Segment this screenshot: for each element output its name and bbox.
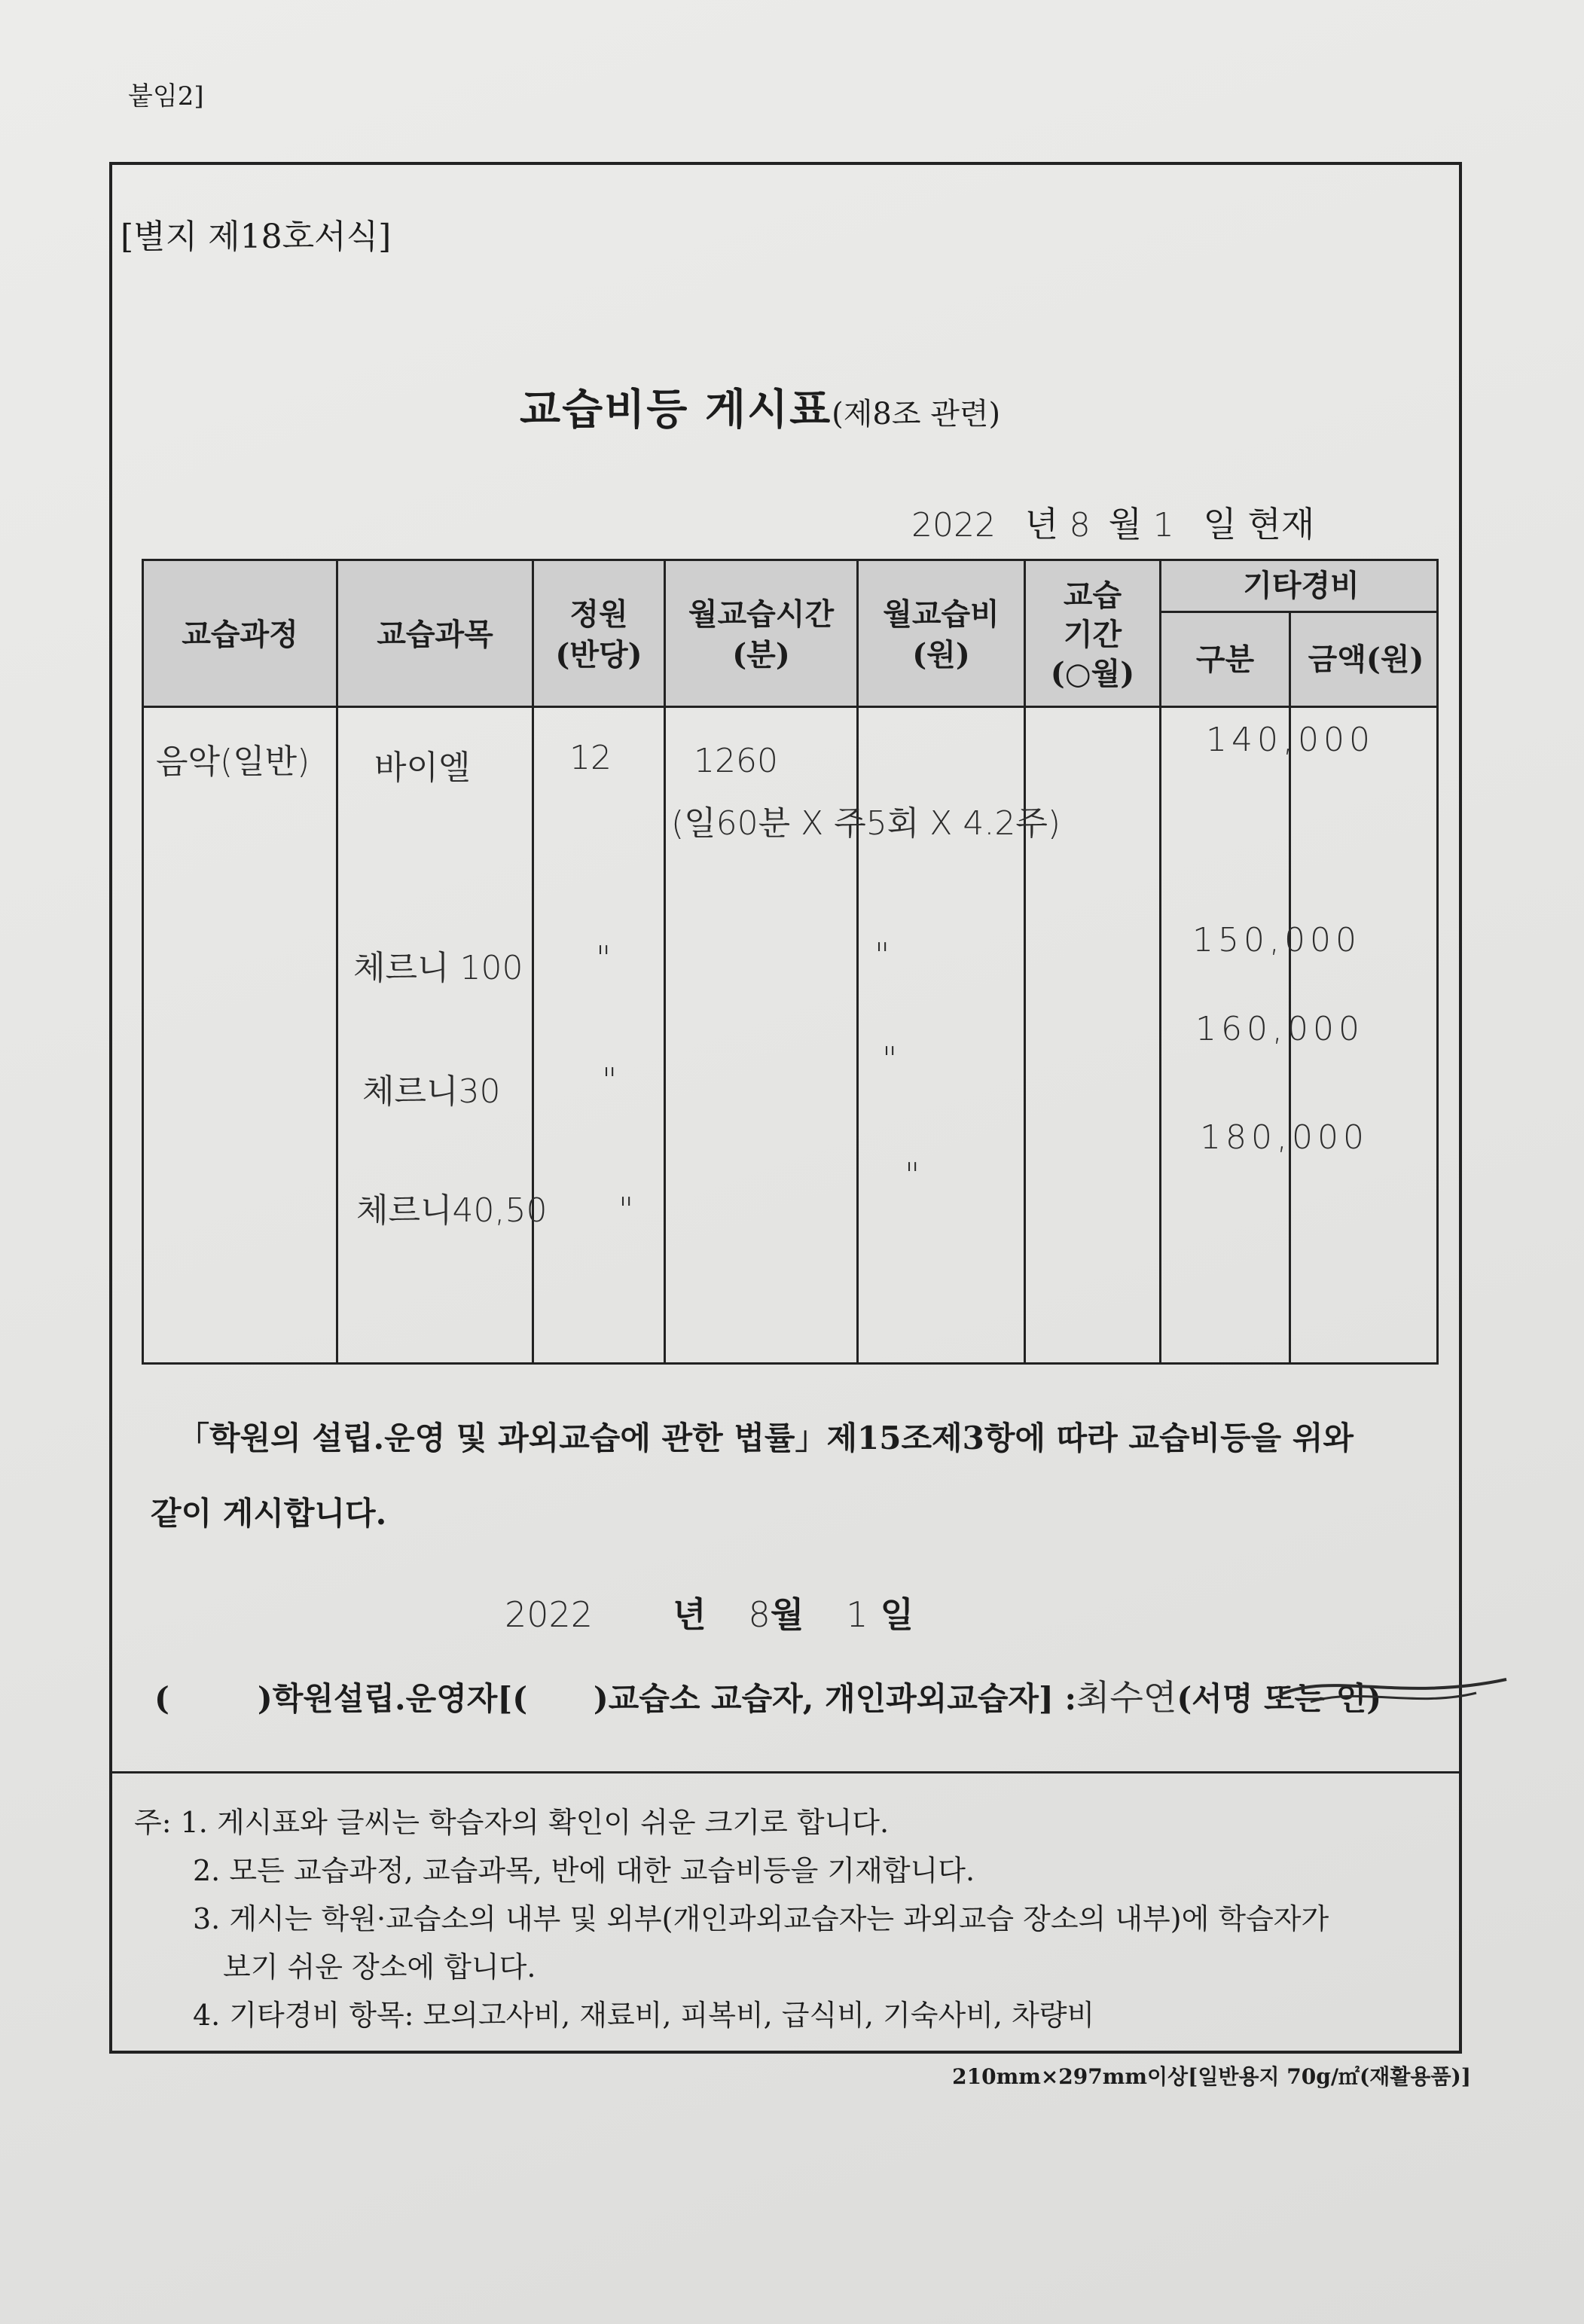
signer-prefix: ( )학원설립.운영자[( )교습소 교습자, 개인과외교습자] : — [154, 1680, 1076, 1717]
legal-statement — [151, 1401, 1446, 1551]
row3-amount: 160,000 — [1195, 1010, 1364, 1048]
header-amount: 금액(원) — [1308, 641, 1424, 677]
note-4: 4. 기타경비 항목: 모의고사비, 재료비, 피복비, 급식비, 기숙사비, 차량비 — [193, 1999, 1095, 2032]
header-period: 교습 기간 (○월) — [1050, 577, 1135, 691]
signature-strike-mark — [1265, 1664, 1514, 1709]
notes-separator — [109, 1771, 1462, 1773]
row2-capacity: " — [596, 939, 612, 977]
fee-table — [142, 559, 1439, 1365]
form-number: [별지 제18호서식] — [121, 218, 392, 256]
statement-line1: 「학원의 설립.운영 및 과외교습에 관한 법률」제15조제3항에 따라 교습비등을 위와 — [178, 1420, 1354, 1456]
row4-subject: 체르니40,50 — [356, 1191, 548, 1230]
header-course: 교습과정 — [182, 616, 298, 652]
note-3a: 3. 게시는 학원·교습소의 내부 및 외부(개인과외교습자는 과외교습 장소의 내부)에 학습자가 — [193, 1902, 1329, 1935]
row3-capacity: " — [602, 1061, 618, 1099]
title-main: 교습비등 게시표 — [520, 385, 832, 435]
as-of-day: 1 — [1152, 506, 1174, 544]
header-subject: 교습과목 — [377, 616, 493, 652]
row3-fee: " — [882, 1040, 898, 1078]
row2-amount: 150,000 — [1192, 921, 1361, 959]
row4-fee: " — [905, 1156, 920, 1194]
signature-date — [505, 1587, 914, 1637]
row3-subject: 체르니30 — [362, 1072, 501, 1111]
row1-course: 음악(일반) — [156, 743, 310, 781]
row1-hours-note: (일60분 X 주5회 X 4.2주) — [671, 804, 1061, 843]
header-other-expenses: 기타경비 — [1243, 568, 1360, 603]
notes-label: 주: — [134, 1806, 172, 1839]
paper-spec: 210mm×297mm이상[일반용지 70g/㎡(재활용품)] — [952, 2064, 1471, 2089]
signer-seal: (서명 또는 인) — [1177, 1680, 1382, 1717]
sign-month-unit: 월 — [770, 1594, 804, 1635]
as-of-year-unit: 년 — [1024, 504, 1059, 544]
note-3b: 보기 쉬운 장소에 합니다. — [223, 1950, 536, 1984]
header-monthly-hours: 월교습시간 (분) — [688, 596, 835, 672]
sign-year-unit: 년 — [673, 1594, 707, 1635]
as-of-year: 2022 — [911, 506, 996, 544]
as-of-day-unit: 일 — [1203, 504, 1237, 544]
as-of-date — [911, 497, 1314, 547]
as-of-month-unit: 월 — [1108, 504, 1143, 544]
note-2: 2. 모든 교습과정, 교습과목, 반에 대한 교습비등을 기재합니다. — [193, 1854, 975, 1887]
row4-capacity: " — [618, 1191, 634, 1229]
signer-line — [154, 1670, 1381, 1720]
note-1: 1. 게시표와 글씨는 학습자의 확인이 쉬운 크기로 합니다. — [180, 1806, 890, 1839]
row1-hours: 1260 — [694, 742, 778, 780]
page-title — [520, 377, 1000, 437]
sign-day-unit: 일 — [880, 1594, 914, 1635]
statement-line2: 같이 게시합니다. — [151, 1495, 387, 1532]
header-category: 구분 — [1195, 641, 1255, 677]
row2-subject: 체르니 100 — [353, 949, 523, 987]
row2-fee: " — [874, 936, 890, 974]
row1-amount: 140,000 — [1206, 721, 1375, 759]
attachment-label: 붙임2] — [128, 81, 204, 111]
sign-year: 2022 — [505, 1594, 594, 1635]
as-of-month: 8 — [1069, 506, 1091, 544]
header-monthly-fee: 월교습비 (원) — [883, 596, 1000, 672]
sign-day: 1 — [846, 1594, 868, 1635]
row1-capacity: 12 — [569, 739, 612, 777]
signer-name: 최수연 — [1076, 1677, 1177, 1718]
title-sub: (제8조 관련) — [832, 397, 1001, 432]
row4-amount: 180,000 — [1200, 1118, 1369, 1157]
sign-month: 8 — [748, 1594, 771, 1635]
row1-subject: 바이엘 — [374, 749, 471, 787]
notes-section — [134, 1798, 1329, 2039]
as-of-suffix: 현재 — [1247, 504, 1315, 544]
header-capacity: 정원 (반당) — [555, 596, 642, 672]
